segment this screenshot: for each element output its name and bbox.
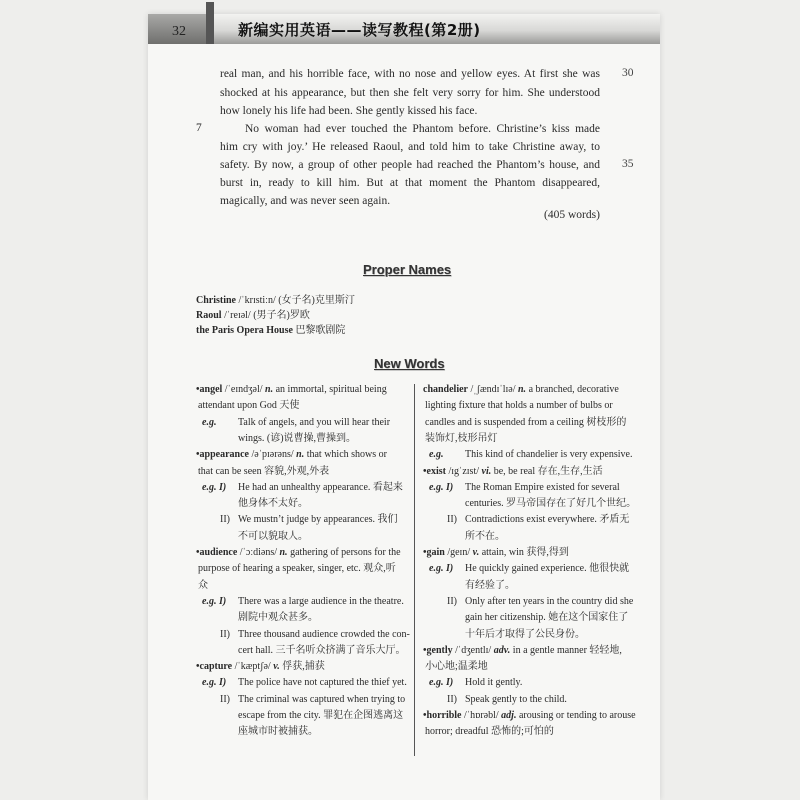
example-marker: e.g. I) [429, 563, 454, 575]
paragraph-number: 7 [196, 122, 202, 134]
part-of-speech: n. [518, 384, 527, 395]
definition: arousing or tending to arouse [516, 710, 636, 721]
proper-names-title: Proper Names [363, 262, 452, 277]
entry-text: wings. (谚)说曹操,曹操到。 [238, 432, 357, 444]
proper-name-gloss: /ˈkrɪstiːn/ (女子名)克里斯汀 [236, 295, 355, 306]
part-of-speech: adv. [493, 644, 511, 656]
entry-text: purpose of hearing a speaker, singer, etc. 观众,听 [198, 563, 396, 575]
word-entry-headword-line [196, 449, 387, 461]
example-line [447, 596, 633, 608]
example-marker: e.g. I) [202, 677, 227, 689]
example-marker: e.g. I) [202, 481, 227, 493]
example-text: There was a large audience in the theatre. [238, 595, 404, 607]
example-text: Talk of angels, and you will hear their [238, 416, 391, 428]
headword: •gently [423, 644, 453, 656]
example-number: II) [447, 595, 457, 607]
word-entry-headword-line [196, 661, 325, 673]
definition: that which shows or [304, 449, 387, 461]
line-number: 35 [622, 158, 634, 170]
word-entry-headword-line [196, 547, 401, 559]
example-text: Hold it gently. [465, 677, 523, 689]
word-count: (405 words) [544, 209, 600, 221]
example-line [220, 629, 410, 641]
passage-line: how lonely his life had been. She gently kissed his face. [220, 105, 478, 117]
entry-text: gain her citizenship. 她在这个国家住了 [465, 612, 629, 624]
continuation-line [198, 580, 208, 592]
example-number: II) [447, 693, 457, 705]
proper-name-gloss: 巴黎歌剧院 [292, 325, 346, 336]
example-text: He had an unhealthy appearance. 看起来 [238, 481, 403, 493]
example-marker: e.g. I) [429, 481, 454, 493]
example-line [220, 514, 398, 526]
continuation-line [198, 563, 396, 575]
passage-line: burst in, ready to kill him. But at that moment the Phantom disappeared, [220, 177, 600, 189]
word-entry-headword-line [423, 710, 636, 722]
continuation-line [238, 433, 356, 445]
entry-text: horror; dreadful 恐怖的;可怕的 [425, 726, 554, 738]
entry-text: attendant upon God 天使 [198, 400, 300, 412]
continuation-line [425, 417, 626, 429]
pronunciation: /ˌʃændɪˈlɪə/ [468, 384, 518, 395]
definition: a branched, decorative [526, 384, 619, 395]
passage-line: him cry with joy.’ He released Raoul, and told him to take Christine away, to [220, 141, 600, 153]
pronunciation: /geɪn/ [444, 547, 473, 558]
example-text: Contradictions exist everywhere. 矛盾无 [465, 514, 630, 526]
passage-line: shocked at his appearance, but then she felt very sorry for him. She understood [220, 87, 600, 99]
example-text: Speak gently to the child. [465, 693, 567, 705]
definition: 俘获,捕获 [279, 661, 325, 673]
entry-text: 众 [198, 579, 208, 591]
definition: an immortal, spiritual being [273, 384, 387, 395]
part-of-speech: adj. [501, 710, 517, 721]
word-entry-headword-line [423, 384, 619, 396]
example-number: II) [220, 693, 230, 705]
example-number: II) [220, 628, 230, 640]
header-tick [206, 2, 214, 44]
entry-text: escape from the city. 罪犯在企图逃离这 [238, 710, 404, 721]
continuation-line [465, 580, 515, 592]
entry-text: 十年后才取得了公民身份。 [465, 628, 585, 640]
example-line [429, 449, 632, 461]
word-entry-headword-line [423, 547, 569, 559]
headword: •horrible [423, 710, 462, 721]
continuation-line [465, 498, 636, 510]
entry-text: that can be seen 容貌,外观,外表 [198, 465, 330, 477]
column-divider [414, 384, 415, 756]
example-text: This kind of chandelier is very expensive. [465, 449, 633, 461]
example-marker: e.g. I) [429, 677, 454, 689]
word-entry-headword-line [196, 384, 387, 396]
pronunciation: /ˈkæptʃə/ [232, 661, 274, 673]
continuation-line [425, 433, 498, 445]
new-words-title: New Words [374, 356, 445, 371]
example-line [202, 417, 390, 429]
pronunciation: /əˈpɪərəns/ [248, 449, 297, 461]
example-text: He quickly gained experience. 他很快就 [465, 563, 630, 575]
example-line [220, 694, 405, 706]
continuation-line [238, 726, 318, 738]
definition: be, be real 存在,生存,生活 [491, 465, 603, 477]
example-text: Only after ten years in the country did she [465, 595, 634, 607]
example-number: II) [447, 514, 457, 526]
entry-text: 座城市时被捕获。 [238, 726, 318, 738]
continuation-line [238, 710, 403, 722]
continuation-line [465, 629, 585, 641]
proper-name: Raoul [196, 310, 222, 321]
proper-name-item [196, 306, 310, 321]
passage-line: No woman had ever touched the Phantom before. Christine’s kiss made [245, 123, 600, 135]
example-text: We mustn’t judge by appearances. 我们 [238, 514, 398, 526]
part-of-speech: v. [273, 661, 280, 673]
example-line [429, 677, 522, 689]
entry-text: cert hall. 三千名听众挤满了音乐大厅。 [238, 644, 406, 656]
proper-name-item [196, 321, 345, 336]
example-marker: e.g. I) [202, 595, 227, 607]
continuation-line [238, 498, 308, 510]
example-number: II) [220, 514, 230, 526]
pronunciation: /ˈeɪndʒəl/ [222, 384, 266, 395]
example-marker: e.g. [202, 416, 217, 428]
part-of-speech: n. [296, 449, 305, 461]
definition: attain, win 获得,得到 [479, 547, 569, 558]
part-of-speech: v. [472, 547, 480, 558]
continuation-line [465, 612, 628, 624]
entry-text: 剧院中观众甚多。 [238, 612, 318, 624]
example-text: Three thousand audience crowded the con- [238, 628, 410, 640]
headword: •gain [423, 547, 445, 558]
headword: chandelier [423, 384, 468, 395]
definition: in a gentle manner 轻轻地, [510, 644, 622, 656]
word-entry-headword-line [423, 466, 603, 478]
entry-text: 小心地;温柔地 [425, 661, 488, 673]
pronunciation: /ˈɔːdiəns/ [237, 547, 280, 558]
passage-line: safety. By now, a group of other people had reached the Phantom’s house, and [220, 159, 600, 171]
passage-line: real man, and his horrible face, with no nose and yellow eyes. At first she was [220, 68, 600, 80]
headword: •angel [196, 384, 223, 395]
example-text: The Roman Empire existed for several [465, 481, 620, 493]
headword: •appearance [196, 449, 249, 461]
example-line [429, 563, 629, 575]
pronunciation: /ˈhɒrəbl/ [461, 710, 502, 721]
proper-name-gloss: /ˈreɪəl/ (男子名)罗欧 [221, 310, 310, 321]
example-line [447, 514, 629, 526]
continuation-line [425, 400, 613, 412]
example-line [429, 482, 620, 494]
part-of-speech: vi. [481, 465, 492, 477]
example-line [202, 482, 403, 494]
continuation-line [465, 531, 505, 543]
part-of-speech: n. [265, 384, 274, 395]
entry-text: centuries. 罗马帝国存在了好几个世纪。 [465, 498, 637, 510]
continuation-line [425, 726, 554, 738]
headword: •exist [423, 465, 446, 477]
proper-name: Christine [196, 295, 236, 306]
continuation-line [238, 612, 318, 624]
example-text: The criminal was captured when trying to [238, 693, 406, 705]
definition: gathering of persons for the [287, 547, 401, 558]
page-number: 32 [172, 24, 186, 39]
example-line [447, 694, 567, 706]
entry-text: candles and is suspended from a ceiling 树枝形的 [425, 416, 627, 428]
headword: •capture [196, 661, 233, 673]
proper-name-item [196, 291, 355, 306]
example-marker: e.g. [429, 449, 444, 461]
entry-text: 不可以貌取人。 [238, 530, 308, 542]
entry-text: 装饰灯,枝形吊灯 [425, 432, 498, 444]
continuation-line [198, 400, 299, 412]
pronunciation: /ɪgˈzɪst/ [445, 465, 482, 477]
headword: •audience [196, 547, 238, 558]
entry-text: 有经验了。 [465, 579, 515, 591]
continuation-line [238, 531, 308, 543]
pronunciation: /ˈdʒentlɪ/ [452, 644, 494, 656]
example-text: The police have not captured the thief yet. [238, 677, 407, 689]
example-line [202, 596, 404, 608]
word-entry-headword-line [423, 645, 622, 657]
entry-text: 所不在。 [465, 530, 505, 542]
proper-name: the Paris Opera House [196, 325, 293, 336]
book-title: 新编实用英语——读写教程(第2册) [238, 21, 481, 39]
example-line [202, 677, 407, 689]
entry-text: 他身体不太好。 [238, 498, 308, 510]
continuation-line [238, 645, 405, 657]
part-of-speech: n. [279, 547, 288, 558]
continuation-line [198, 466, 329, 478]
line-number: 30 [622, 67, 634, 79]
entry-text: lighting fixture that holds a number of bulbs or [425, 400, 613, 412]
continuation-line [425, 661, 488, 673]
passage-line: magically, and was never seen again. [220, 195, 391, 207]
